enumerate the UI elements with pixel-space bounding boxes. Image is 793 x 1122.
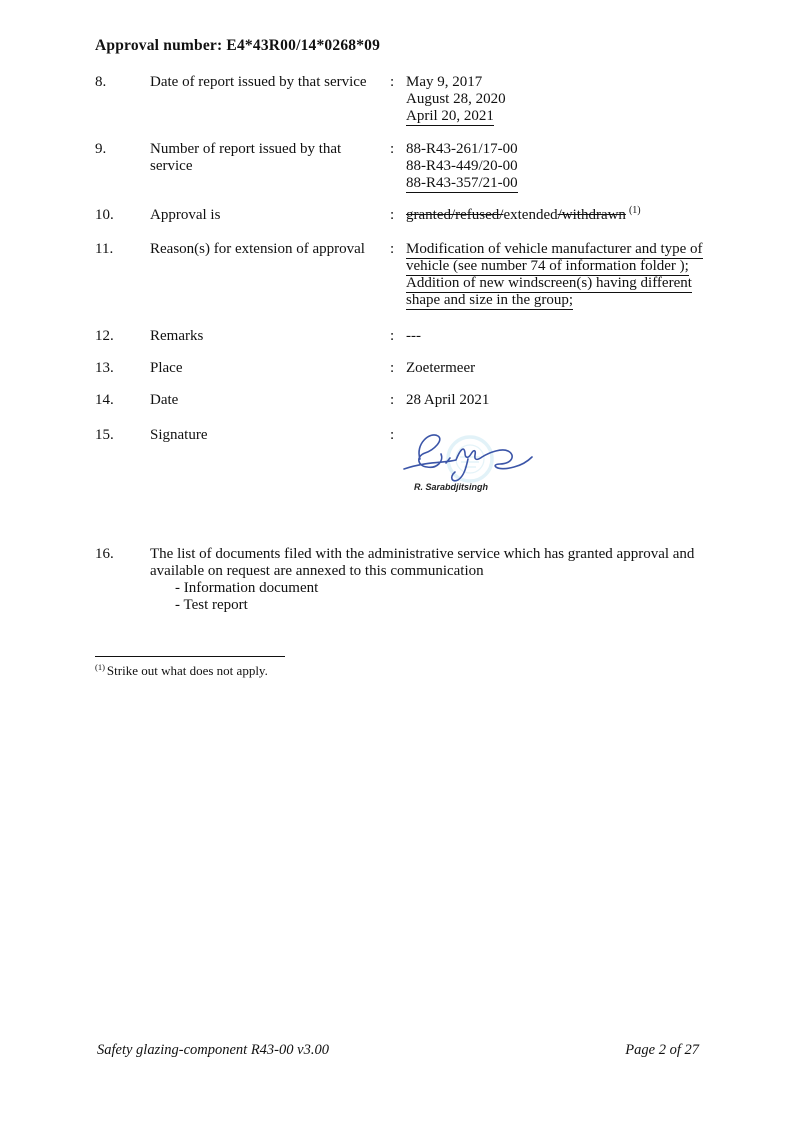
item-10-number: 10. [95,207,114,223]
item-14-colon: : [390,392,395,408]
report-date-1: May 9, 2017 [406,74,483,90]
item-16-text: The list of documents filed with the administrative service which has granted approval and available on request are annexed to this communication - Information document - Test report [150,546,695,613]
footnote-divider [95,656,285,657]
item-13-label: Place [150,360,183,376]
report-number-1: 88-R43-261/17-00 [406,141,518,157]
item-15-label: Signature [150,427,208,443]
approval-status-value [406,207,641,224]
report-date-2: August 28, 2020 [406,91,506,107]
item-14-label: Date [150,392,179,408]
remarks-value: --- [406,328,421,344]
struck-option-granted-refused: granted/refused/ [406,207,504,223]
item-8-value [406,74,506,125]
footnote-text: Strike out what does not apply. [106,663,268,678]
footnote [95,663,268,679]
item-16-row [95,546,694,614]
item-12-label: Remarks [150,328,204,344]
annexed-document-1: - Information document [175,580,319,596]
item-11-label: Reason(s) for extension of approval [150,241,365,257]
item-15-row [95,427,489,492]
footer-document-title: Safety glazing-component R43-00 v3.00 [97,1042,329,1058]
page-footer [97,1042,699,1059]
struck-option-withdrawn: /withdrawn [557,207,626,223]
footnote-marker: (1) [95,661,105,672]
item-13-colon: : [390,360,395,376]
item-11-colon: : [390,241,395,257]
footnote-reference-1: (1) [628,205,641,216]
item-8-row [95,74,506,125]
item-8-label: Date of report issued by that service [150,74,367,90]
item-16-number: 16. [95,546,114,562]
footer-page-number: Page 2 of 27 [625,1042,699,1058]
report-date-3: April 20, 2021 [406,108,494,124]
item-10-colon: : [390,207,395,223]
item-11-number: 11. [95,241,114,257]
item-14-row [95,392,489,409]
stamp-icon [448,437,492,481]
item-11-row [95,241,703,309]
item-12-row [95,328,421,345]
item-14-number: 14. [95,392,114,408]
annexed-document-2: - Test report [175,597,248,613]
date-value: 28 April 2021 [406,392,490,408]
item-9-colon: : [390,141,395,157]
extension-reason-value: Modification of vehicle manufacturer and type of vehicle (see number 74 of information folder ); Addition of new windscreen(s) having different shape and size in the group; [406,241,703,308]
item-12-colon: : [390,328,395,344]
item-9-value [406,141,518,192]
active-option-extended: extended [503,207,558,223]
item-15-number: 15. [95,427,114,443]
item-10-row [95,207,641,224]
item-8-colon: : [390,74,395,90]
item-12-number: 12. [95,328,114,344]
item-15-colon: : [390,427,395,443]
item-9-number: 9. [95,141,107,157]
signature-icon [398,427,538,487]
item-8-number: 8. [95,74,107,90]
item-9-row [95,141,518,192]
signer-name: R. Sarabdjitsingh [414,482,489,492]
approval-number-heading: Approval number: E4*43R00/14*0268*09 [95,37,381,54]
item-13-number: 13. [95,360,114,376]
item-9-label: Number of report issued by that service [150,141,342,174]
place-value: Zoetermeer [406,360,476,376]
item-10-label: Approval is [150,207,221,223]
report-number-2: 88-R43-449/20-00 [406,158,518,174]
report-number-3: 88-R43-357/21-00 [406,175,518,191]
item-13-row [95,360,475,377]
